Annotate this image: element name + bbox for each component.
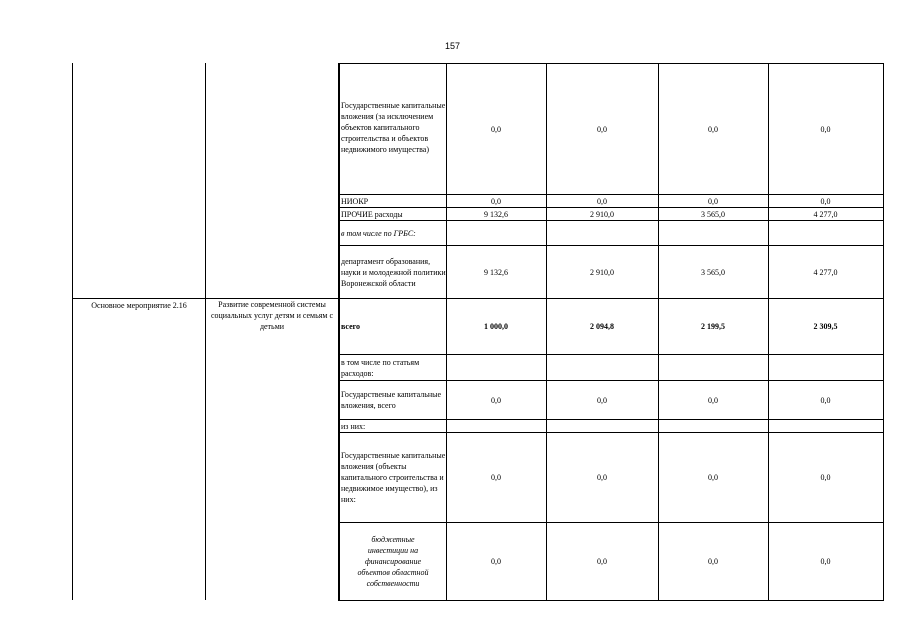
row-label: ПРОЧИЕ расходы xyxy=(341,209,403,219)
row-label: бюджетные инвестиции на финансирование объектов областной собственности xyxy=(357,535,429,588)
row-value: 0,0 xyxy=(491,557,501,566)
row-value: 2 094,8 xyxy=(590,322,614,331)
row-label: всего xyxy=(341,322,361,331)
row-value: 2 910,0 xyxy=(590,267,614,277)
row-value: 0,0 xyxy=(597,395,607,405)
row-value: 4 277,0 xyxy=(813,209,838,219)
row-value: 0,0 xyxy=(597,557,607,566)
row-value: 0,0 xyxy=(491,196,501,206)
row-value: 2 910,0 xyxy=(590,209,614,219)
row-value: 3 565,0 xyxy=(701,209,725,219)
row-label: из них: xyxy=(341,421,366,431)
row-value: 0,0 xyxy=(820,196,831,206)
row-label: НИОКР xyxy=(341,196,369,206)
row-value: 2 309,5 xyxy=(813,322,838,331)
row-label: Государственные капитальные вложения (объекты капитального строительства и недвижимое имущество), из них: xyxy=(341,451,446,504)
row-value: 2 199,5 xyxy=(701,322,725,331)
row-value: 0,0 xyxy=(820,395,831,405)
row-value: 0,0 xyxy=(820,473,831,482)
row-value: 9 132,6 xyxy=(484,209,508,219)
row-value: 9 132,6 xyxy=(484,267,508,277)
grid-line xyxy=(883,63,884,600)
row-label: департамент образования, науки и молодежной политики Воронежской области xyxy=(341,256,446,288)
row-value: 4 277,0 xyxy=(813,267,838,277)
row-value: 0,0 xyxy=(597,196,607,206)
grid-line xyxy=(338,600,884,601)
row-value: 0,0 xyxy=(491,395,501,405)
row-value: 0,0 xyxy=(708,395,718,405)
row-value: 0,0 xyxy=(708,196,718,206)
row-value: 0,0 xyxy=(708,124,718,134)
event-code: Основное мероприятие 2.16 xyxy=(91,301,187,310)
row-value: 0,0 xyxy=(597,124,607,134)
row-value: 0,0 xyxy=(820,124,831,134)
row-value: 0,0 xyxy=(708,473,718,482)
row-label: Государственные капитальные вложения (за исключением объектов капитального строительства и объектов недвижимого имущества) xyxy=(341,100,446,154)
row-value: 0,0 xyxy=(491,124,501,134)
row-value: 0,0 xyxy=(708,557,718,566)
event-name: Развитие современной системы социальных услуг детям и семьям с детьми xyxy=(210,300,334,331)
row-label: в том числе по статьям расходов: xyxy=(341,357,420,378)
row-value: 1 000,0 xyxy=(484,322,508,331)
row-label: в том числе по ГРБС: xyxy=(341,228,416,238)
row-value: 0,0 xyxy=(491,473,501,482)
row-label: Государственые капитальные вложения, всего xyxy=(341,390,442,410)
grid-line xyxy=(72,63,73,600)
row-value: 0,0 xyxy=(597,473,607,482)
page-number: 157 xyxy=(444,41,461,51)
row-value: 0,0 xyxy=(820,557,831,566)
row-value: 3 565,0 xyxy=(701,267,725,277)
